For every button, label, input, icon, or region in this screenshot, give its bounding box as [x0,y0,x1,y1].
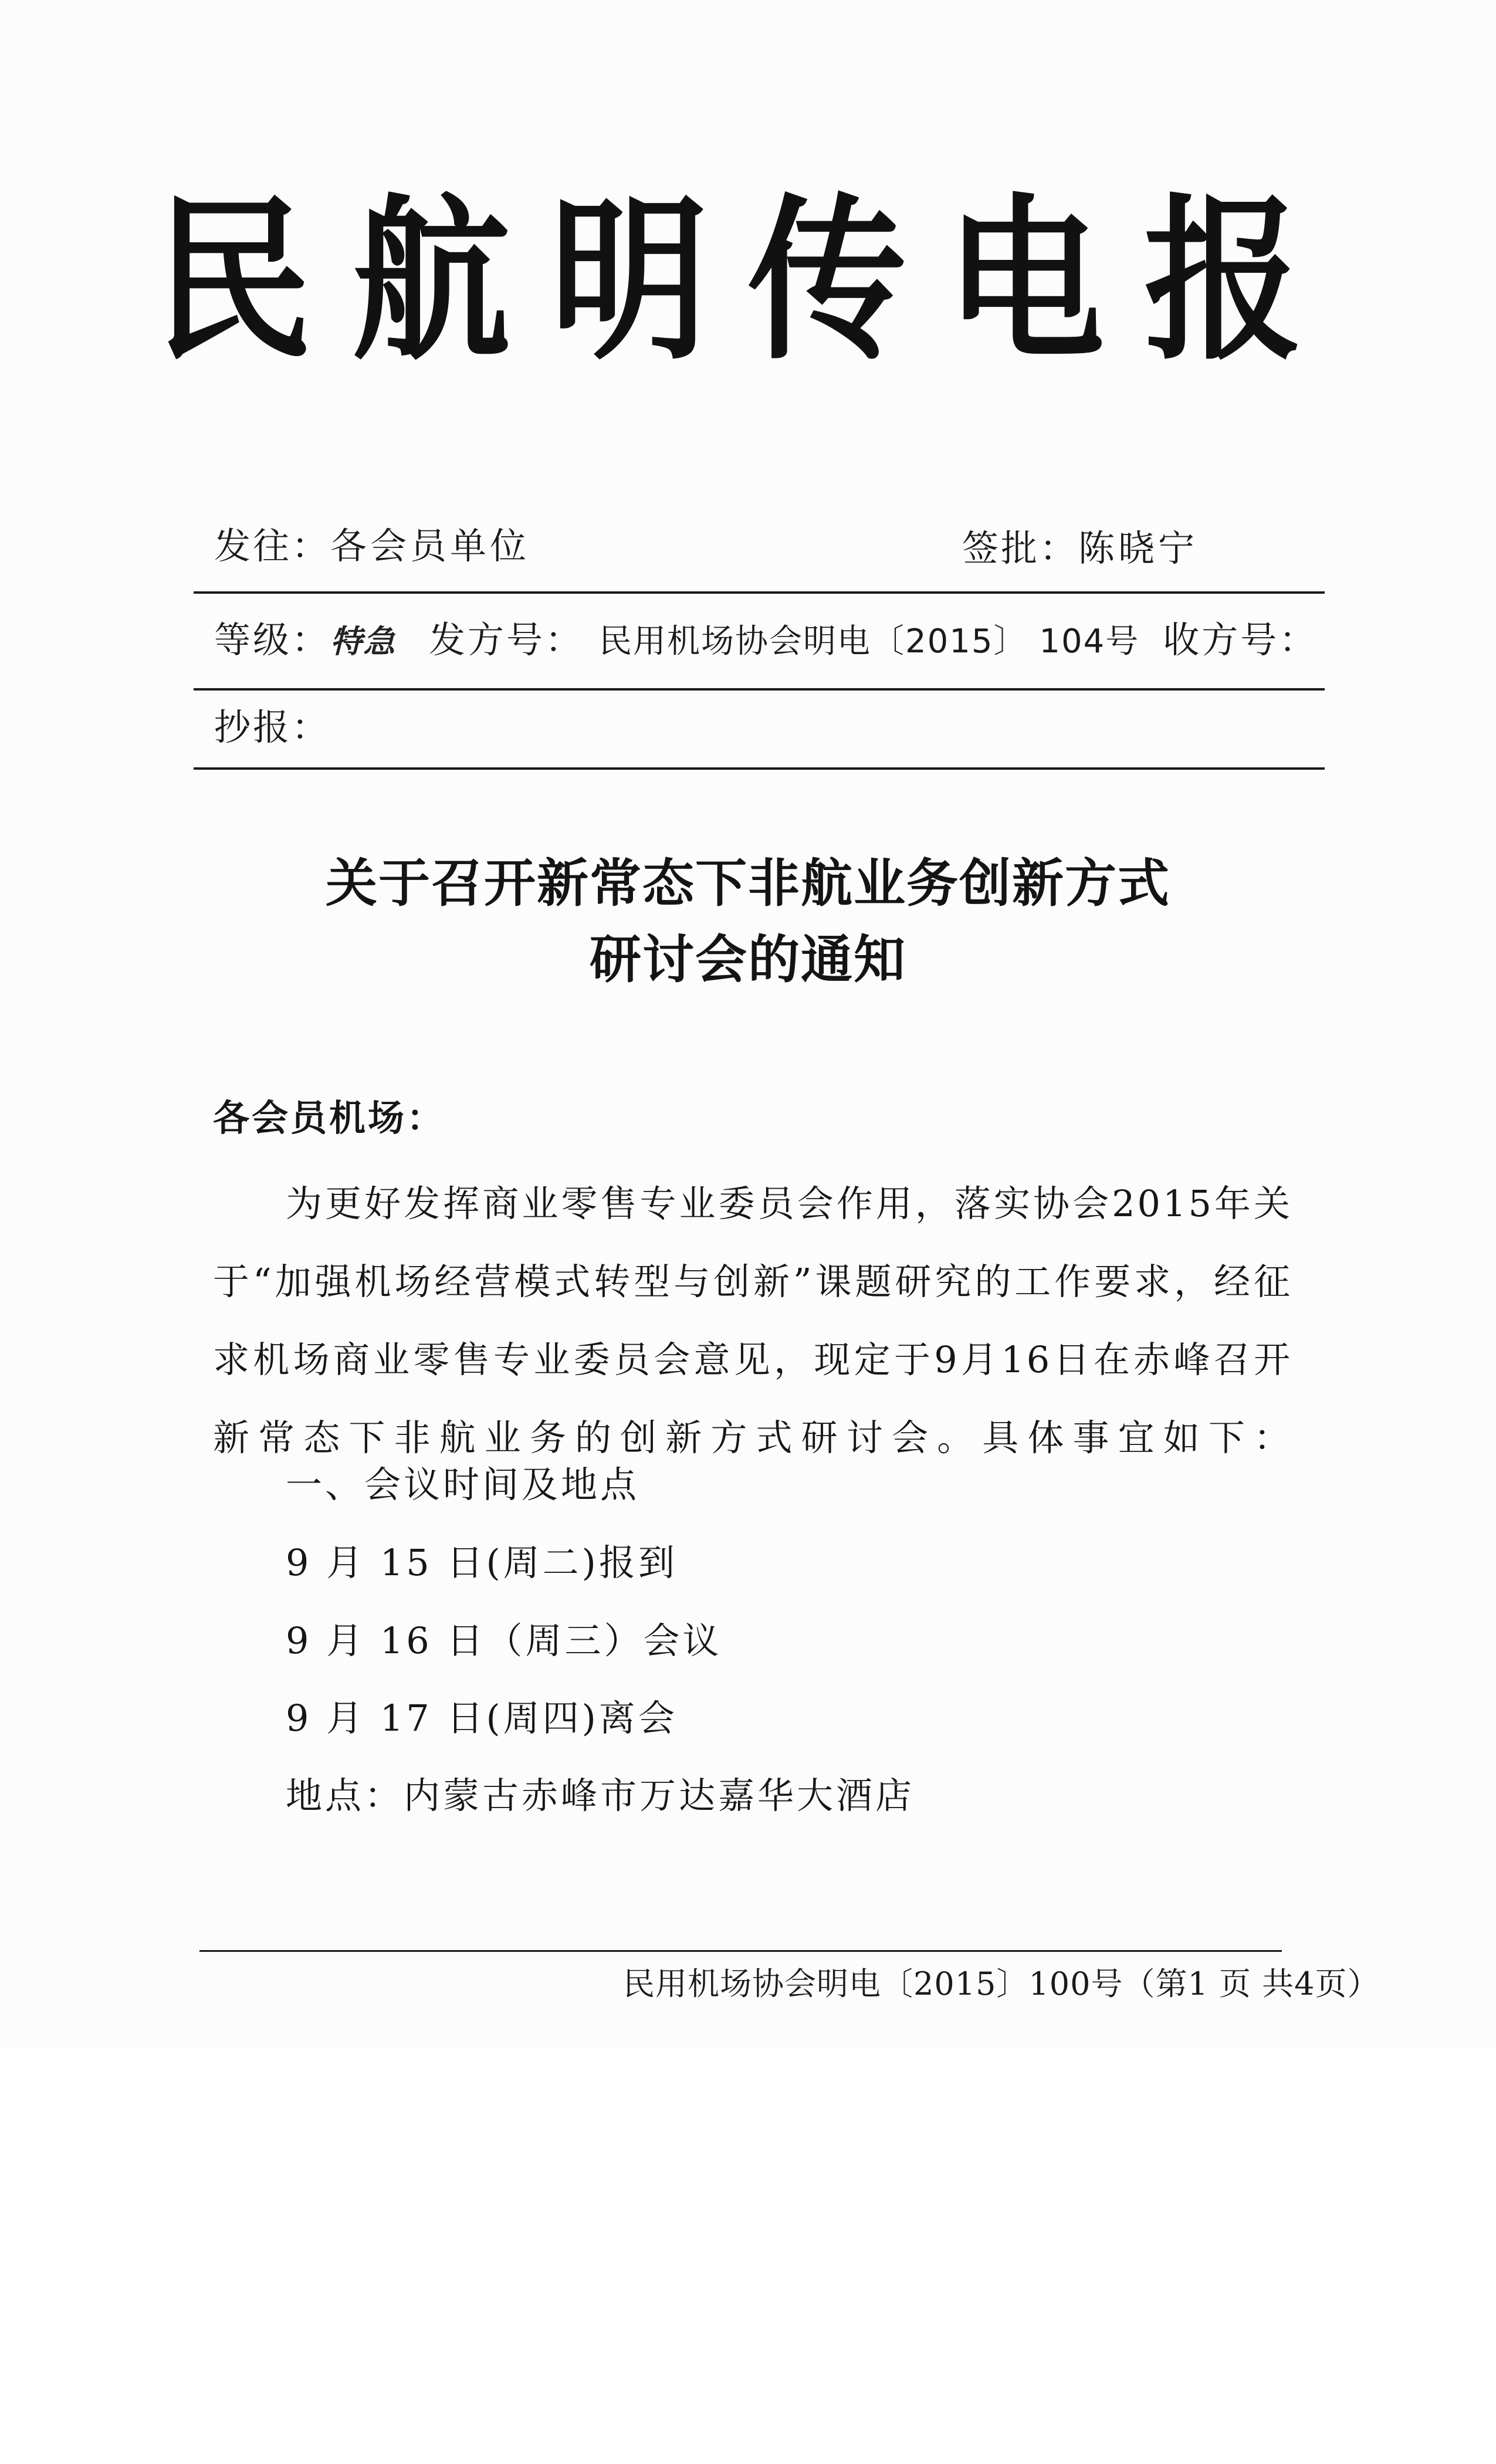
approver-value: 陈晓宁 [1078,527,1199,570]
salutation: 各会员机场： [213,1096,446,1139]
to-field [214,524,530,567]
approver-label: 签批： [962,527,1079,570]
cc-label: 抄报： [214,706,331,749]
approver-field [962,527,1199,570]
schedule-item-2: 9 月 16 日（周三）会议 [286,1619,722,1662]
level-label: 等级： [214,618,331,661]
masthead-title: 民航明传电报 [154,179,1342,384]
page-footer: 民用机场协会明电〔2015〕100号（第1 页 共4页） [623,1965,1380,2002]
header-rule-2 [194,688,1325,691]
send-no-value: 民用机场协会明电〔2015〕 104号 [599,622,1140,661]
body-paragraph: 为更好发挥商业零售专业委员会作用，落实协会2015年关于“加强机场经营模式转型与创新”课题研究的工作要求，经征求机场商业零售专业委员会意见，现定于9月16日在赤峰召开新常态下非航业务的创新方式研讨会。具体事宜如下： [213,1182,1292,1459]
recv-no-label: 收方号： [1163,618,1318,661]
to-label: 发往： [214,524,331,567]
level-value: 特急 [330,622,397,660]
send-no-label: 发方号： [429,618,584,661]
footer-rule [199,1950,1282,1952]
cc-field [214,706,331,749]
header-rule-3 [194,767,1325,770]
schedule-item-1: 9 月 15 日(周二)报到 [286,1541,678,1584]
level-row [214,618,1318,661]
location-line: 地点：内蒙古赤峰市万达嘉华大酒店 [286,1774,915,1817]
schedule-item-3: 9 月 17 日(周四)离会 [286,1697,678,1739]
section-heading: 一、会议时间及地点 [286,1463,640,1506]
to-value: 各会员单位 [330,524,530,567]
notice-title-line-2: 研讨会的通知 [589,929,906,990]
notice-title-line-1: 关于召开新常态下非航业务创新方式 [325,853,1170,913]
header-rule-1 [194,591,1325,594]
